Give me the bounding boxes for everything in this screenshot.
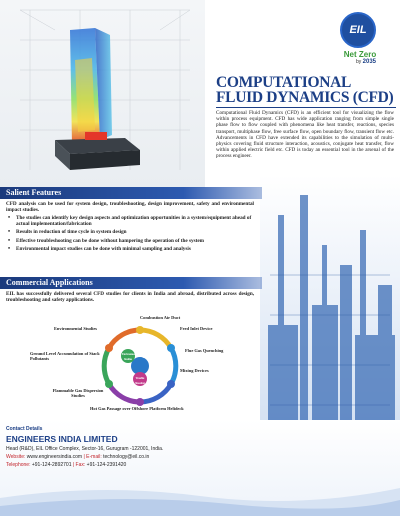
cfd-render-graphic — [0, 0, 205, 188]
applications-wheel-graphic — [30, 318, 250, 413]
footer-wave-graphic — [0, 478, 400, 516]
email-link[interactable]: technology@eil.co.in — [101, 454, 150, 460]
netzero-by: by — [355, 59, 362, 65]
fax-number: +91-124-2391420 — [85, 462, 127, 468]
applications-diagram — [30, 315, 250, 413]
email-key: | E-mail: — [82, 454, 102, 460]
company-name: ENGINEERS INDIA LIMITED — [6, 434, 118, 444]
salient-bullet: • Effective troubleshooting can be done without hampering the operation of the system — [6, 238, 252, 244]
label-hot-gas-passage: Hot Gas Passage over Offshore Platform Helideck — [90, 406, 184, 411]
company-address: Head (R&D), EIL Office Complex, Sector-16, Gurugram -122001, India. — [6, 446, 164, 452]
salient-bullet: • Environmental impact studies can be done with minimal sampling and analysis — [6, 246, 252, 252]
netzero-year — [346, 59, 386, 65]
logo-text: EIL — [349, 24, 367, 36]
telephone-number: +91-124-2892701 — [30, 462, 72, 468]
contact-details-label: Contact Details — [6, 426, 43, 432]
telephone-fax-line — [6, 462, 126, 468]
label-feed-inlet-device: Feed Inlet Device — [180, 326, 213, 331]
page-title: COMPUTATIONAL FLUID DYNAMICS (CFD) — [216, 74, 394, 106]
label-ground-level-accumulation: Ground Level Accumulation of Stack Pollutants — [30, 351, 100, 361]
label-flue-gas-quenching: Flue Gas Quenching — [185, 348, 224, 353]
salient-bullet: • Results in reduction of time cycle in system design — [6, 229, 252, 235]
label-mixing-devices: Mixing Devices — [180, 368, 209, 373]
commercial-applications-heading: Commercial Applications — [0, 277, 262, 289]
commercial-applications-text: EIL has successfully delivered several CFD studies for clients in India and abroad, distributed across design, troubleshooting and safety applications. — [6, 291, 254, 304]
cfd-simulation-image — [0, 0, 205, 188]
eil-logo — [340, 12, 376, 48]
website-email-line — [6, 454, 149, 460]
salient-features-heading: Salient Features — [0, 187, 262, 199]
diagram-inner-top: Environmental Studies — [122, 353, 139, 361]
diagram-inner-bottom: Trouble Shooting — [135, 377, 145, 385]
label-flammable-gas-dispersion: Flammable Gas Dispersion Studies — [52, 388, 104, 398]
website-key: Website: — [6, 454, 26, 460]
telephone-key: Telephone: — [6, 462, 31, 468]
label-environmental-studies: Environmental Studies — [54, 326, 97, 331]
netzero-year-value: 2035 — [362, 59, 377, 65]
salient-features-text: CFD analysis can be used for system design, troubleshooting, design improvement, safety and environmental impact studies. — [6, 201, 254, 214]
title-divider — [216, 107, 396, 108]
website-link[interactable]: www.engineersindia.com — [25, 454, 83, 460]
salient-bullet: • The studies can identify key design aspects and optimization opportunities in a system/equipment ahead of actual implementation/fabrication — [6, 215, 252, 227]
diagram-center: Design — [135, 353, 148, 358]
netzero-text: Net Zero — [343, 50, 377, 59]
intro-paragraph: Computational Fluid Dynamics (CFD) is an efficient tool for visualizing the flow within process equipment. CFD has wide application ranging from simple single phase flow to flow coupled with phenomena like heat transfer, reactions, species transport, multiphase flow, free surface flow, open boundary flow, transient flow etc. Advancements in CFD have extended its capabilities to the simulation of multi-physics covering fluid structure interaction, acoustics, conjugate heat transfer, flow within applied electric field etc. CFD is today an essential tool in the arsenal of the process engineer. — [216, 110, 394, 160]
fax-key: | Fax: — [71, 462, 86, 468]
salient-bullets-list — [6, 215, 252, 254]
label-combustion-air-duct: Combustion Air Duct — [140, 315, 181, 320]
